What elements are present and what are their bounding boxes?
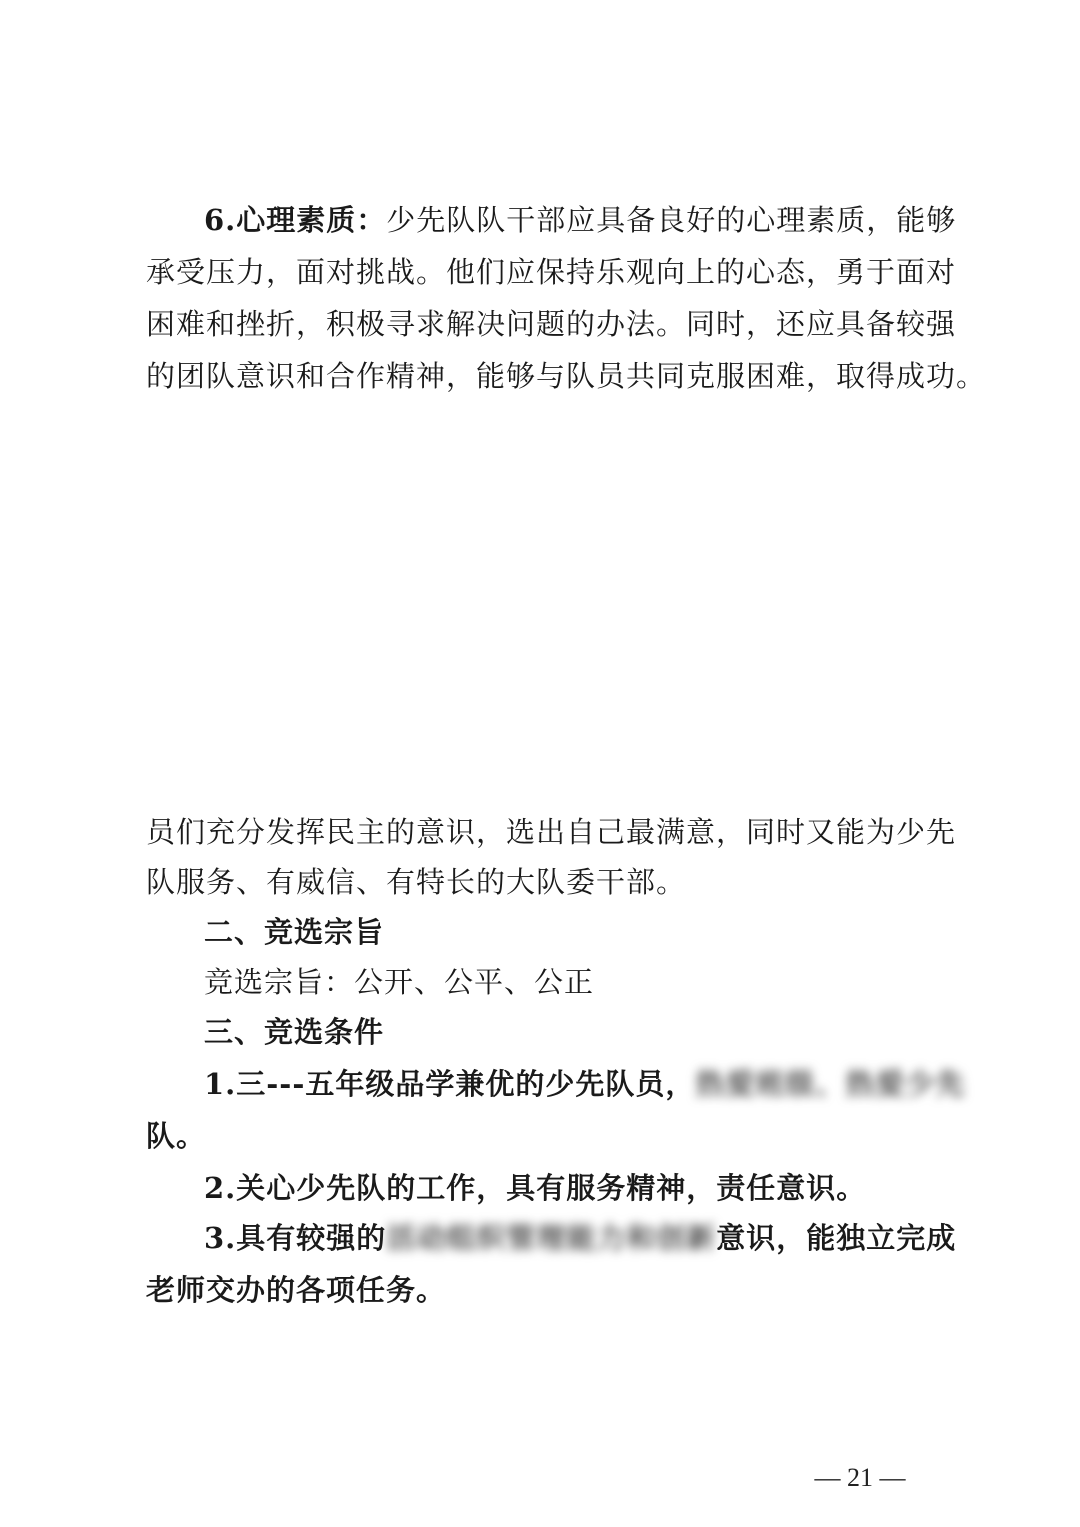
heading-conditions: 三、竞选条件 <box>204 1015 385 1049</box>
intro-line-1: 员们充分发挥民主的意识，选出自己最满意，同时又能为少先 <box>146 815 957 849</box>
condition-1-redacted: 热爱班级、热爱少先 <box>695 1067 966 1101</box>
item-6-line-2: 承受压力，面对挑战。他们应保持乐观向上的心态，勇于面对 <box>146 255 957 289</box>
condition-3-start: 3.具有较强的 <box>204 1221 387 1255</box>
item-6-text: 少先队队干部应具备良好的心理素质，能够 <box>386 203 957 237</box>
purpose-text: 竞选宗旨：公开、公平、公正 <box>204 965 595 999</box>
item-6-label: 6.心理素质： <box>204 203 387 237</box>
condition-3-line-2: 老师交办的各项任务。 <box>146 1273 447 1307</box>
condition-3-line-1 <box>204 1218 957 1258</box>
condition-3-redacted: 活动组织管理能力和创新 <box>386 1221 717 1255</box>
page-number: — 21 — <box>814 1463 906 1492</box>
condition-2: 2.关心少先队的工作，具有服务精神，责任意识。 <box>204 1171 867 1205</box>
condition-1-text: 1.三---五年级品学兼优的少先队员， <box>204 1067 696 1101</box>
condition-1-line-2: 队。 <box>146 1119 207 1153</box>
heading-purpose: 二、竞选宗旨 <box>204 915 385 949</box>
item-6-line-1 <box>204 200 957 240</box>
condition-1-line-1 <box>204 1064 966 1104</box>
intro-line-2: 队服务、有威信、有特长的大队委干部。 <box>146 865 687 899</box>
item-6-line-3: 困难和挫折，积极寻求解决问题的办法。同时，还应具备较强 <box>146 307 957 341</box>
item-6-line-4: 的团队意识和合作精神，能够与队员共同克服困难，取得成功。 <box>146 359 987 393</box>
condition-3-end: 意识，能独立完成 <box>716 1221 957 1255</box>
